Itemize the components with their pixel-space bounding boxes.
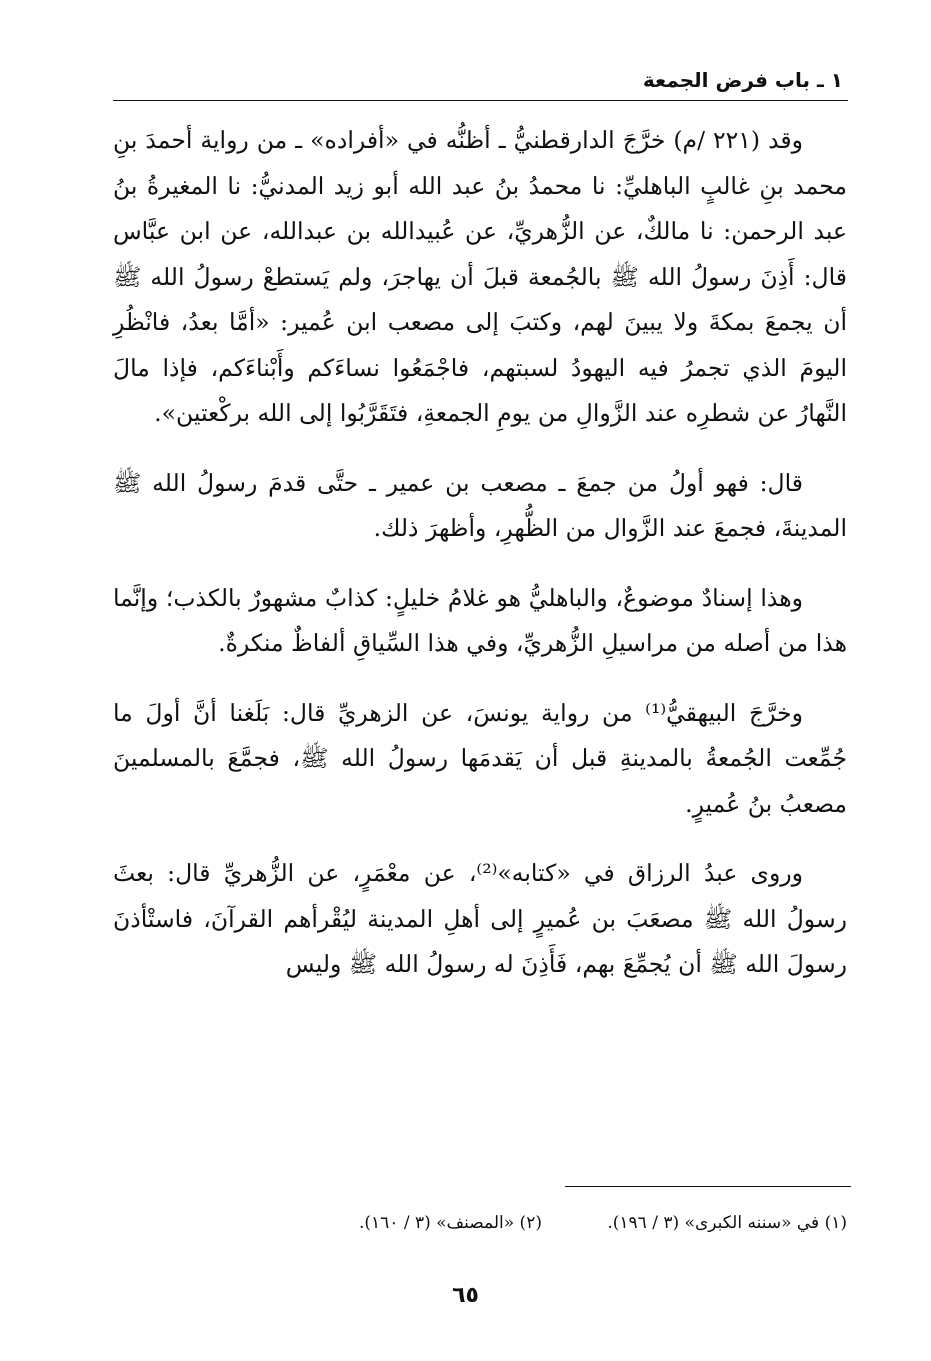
- paragraph: وهذا إسنادٌ موضوعٌ، والباهليُّ هو غلامُ خليلٍ: كذابٌ مشهورٌ بالكذب؛ وإنَّما هذا من أصله من مراسيلِ الزُّهريِّ، وفي هذا السِّياقِ ألفاظٌ منكرةٌ.: [113, 583, 847, 657]
- footnote-divider: [565, 1186, 851, 1187]
- header-divider: [113, 100, 848, 101]
- page-number: ٦٥: [452, 1283, 479, 1308]
- main-text: [113, 118, 847, 1012]
- chapter-header: ١ ـ باب فرض الجمعة: [642, 68, 843, 92]
- footnotes: [113, 1213, 847, 1233]
- footnote: (١) في «سننه الكبرى» (٣ / ١٩٦).: [607, 1213, 847, 1233]
- paragraph: قال: فهو أولُ من جمعَ ـ مصعب بن عمير ـ حتَّى قدمَ رسولُ الله ﷺ المدينةَ، فجمعَ عند الزَّوال من الظُّهرِ، وأظهرَ ذلك.: [113, 468, 847, 542]
- paragraph: وخرَّجَ البيهقيُّ⁽¹⁾ من رواية يونسَ، عن الزهريِّ قال: بَلَغنا أنَّ أولَ ما جُمِّعت الجُمعةُ بالمدينةِ قبل أن يَقدمَها رسولُ الله ﷺ، فجمَّعَ بالمسلمينَ مصعبُ بنُ عُميرٍ.: [113, 698, 847, 818]
- paragraph: وقد (٢٢١ /م) خرَّجَ الدارقطنيُّ ـ أظنُّه في «أفراده» ـ من رواية أحمدَ بنِ محمد بنِ غالبٍ الباهليِّ: نا محمدُ بنُ عبد الله أبو زيد المدنيُّ: نا المغيرةُ بنُ عبد الرحمن: نا مالكٌ، عن الزُّهريِّ، عن عُبيدالله بن عبدالله، عن ابن عبَّاس قال: أَذِنَ رسولُ الله ﷺ بالجُمعة قبلَ أن يهاجرَ، ولم يَستطعْ رسولُ الله ﷺ أن يجمعَ بمكةَ ولا يبينَ لهم، وكتبَ إلى مصعب ابن عُمير: «أمَّا بعدُ، فانْظُرِ اليومَ الذي تجمرُ فيه اليهودُ لسبتهم، فاجْمَعُوا نساءَكم وأَبْناءَكم، فإذا مالَ النَّهارُ عن شطرِه عند الزَّوالِ من يومِ الجمعةِ، فتَقَرَّبُوا إلى الله بركْعتين».: [113, 126, 847, 427]
- paragraph: وروى عبدُ الرزاق في «كتابه»⁽²⁾، عن معْمَرٍ، عن الزُّهريِّ قال: بعثَ رسولُ الله ﷺ مصعَبَ بن عُميرٍ إلى أهلِ المدينة ليُقْرأهم القرآنَ، فاستْأذنَ رسولَ الله ﷺ أن يُجمِّعَ بهم، فَأَذِنَ له رسولُ الله ﷺ وليس: [113, 859, 847, 978]
- footnote: (٢) «المصنف» (٣ / ١٦٠).: [358, 1213, 542, 1233]
